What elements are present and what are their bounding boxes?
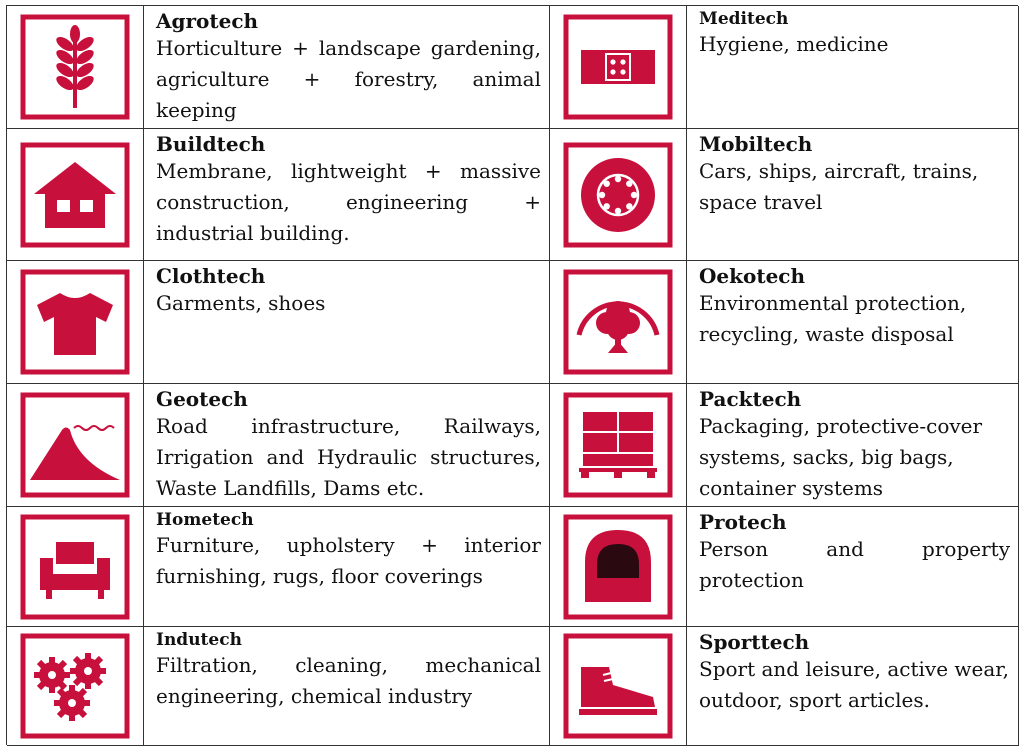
row-2-right-icon-cell bbox=[550, 261, 687, 384]
category-hometech bbox=[144, 507, 550, 627]
row-1-right-icon-cell bbox=[550, 129, 687, 261]
row-0-right-icon-cell bbox=[550, 6, 687, 129]
category-agrotech bbox=[144, 6, 550, 129]
category-description: Hygiene, medicine bbox=[699, 32, 889, 56]
gears-icon bbox=[20, 633, 130, 739]
category-description: Filtration, cleaning, mechanical engineering, chemical industry bbox=[156, 653, 541, 708]
category-title: Geotech bbox=[156, 387, 248, 411]
category-indutech bbox=[144, 627, 550, 746]
row-1-left-icon-cell bbox=[7, 129, 144, 261]
category-oekotech bbox=[687, 261, 1019, 384]
category-title: Mobiltech bbox=[699, 132, 813, 156]
row-5-left-icon-cell bbox=[7, 627, 144, 746]
row-2-left-icon-cell bbox=[7, 261, 144, 384]
category-title: Meditech bbox=[699, 9, 789, 29]
category-title: Oekotech bbox=[699, 264, 806, 288]
category-description: Person and property protection bbox=[699, 537, 1010, 592]
category-description: Packaging, protective-cover systems, sacks, big bags, container systems bbox=[699, 414, 983, 500]
category-title: Packtech bbox=[699, 387, 802, 411]
category-description: Furniture, upholstery + interior furnishing, rugs, floor coverings bbox=[156, 533, 541, 588]
pallet-icon bbox=[563, 392, 673, 498]
embankment-icon bbox=[20, 392, 130, 498]
category-description: Sport and leisure, active wear, outdoor, sport articles. bbox=[699, 657, 1009, 712]
house-icon bbox=[20, 142, 130, 248]
category-mobiltech bbox=[687, 129, 1019, 261]
category-title: Indutech bbox=[156, 630, 242, 650]
category-packtech bbox=[687, 384, 1019, 507]
category-description: Road infrastructure, Railways, Irrigation and Hydraulic structures, Waste Landfills, Dams etc. bbox=[156, 414, 541, 500]
row-3-right-icon-cell bbox=[550, 384, 687, 507]
tree-icon bbox=[563, 269, 673, 375]
row-3-left-icon-cell bbox=[7, 384, 144, 507]
category-geotech bbox=[144, 384, 550, 507]
category-clothtech bbox=[144, 261, 550, 384]
textile-categories-table bbox=[6, 5, 1018, 745]
wheel-icon bbox=[563, 142, 673, 248]
category-protech bbox=[687, 507, 1019, 627]
bandage-icon bbox=[563, 14, 673, 120]
category-title: Agrotech bbox=[156, 9, 259, 33]
category-title: Buildtech bbox=[156, 132, 266, 156]
category-buildtech bbox=[144, 129, 550, 261]
row-5-right-icon-cell bbox=[550, 627, 687, 746]
wheat-icon bbox=[20, 14, 130, 120]
category-description: Environmental protection, recycling, waste disposal bbox=[699, 291, 967, 346]
category-sporttech bbox=[687, 627, 1019, 746]
category-title: Sporttech bbox=[699, 630, 810, 654]
helmet-icon bbox=[563, 514, 673, 620]
row-4-left-icon-cell bbox=[7, 507, 144, 627]
category-description: Garments, shoes bbox=[156, 291, 326, 315]
category-description: Cars, ships, aircraft, trains, space travel bbox=[699, 159, 979, 214]
category-title: Hometech bbox=[156, 510, 254, 530]
category-description: Horticulture + landscape gardening, agriculture + forestry, animal keeping bbox=[156, 36, 541, 122]
category-title: Protech bbox=[699, 510, 787, 534]
tshirt-icon bbox=[20, 269, 130, 375]
armchair-icon bbox=[20, 514, 130, 620]
category-meditech bbox=[687, 6, 1019, 129]
row-4-right-icon-cell bbox=[550, 507, 687, 627]
shoe-icon bbox=[563, 633, 673, 739]
category-description: Membrane, lightweight + massive construction, engineering + industrial building. bbox=[156, 159, 541, 245]
category-title: Clothtech bbox=[156, 264, 266, 288]
row-0-left-icon-cell bbox=[7, 6, 144, 129]
